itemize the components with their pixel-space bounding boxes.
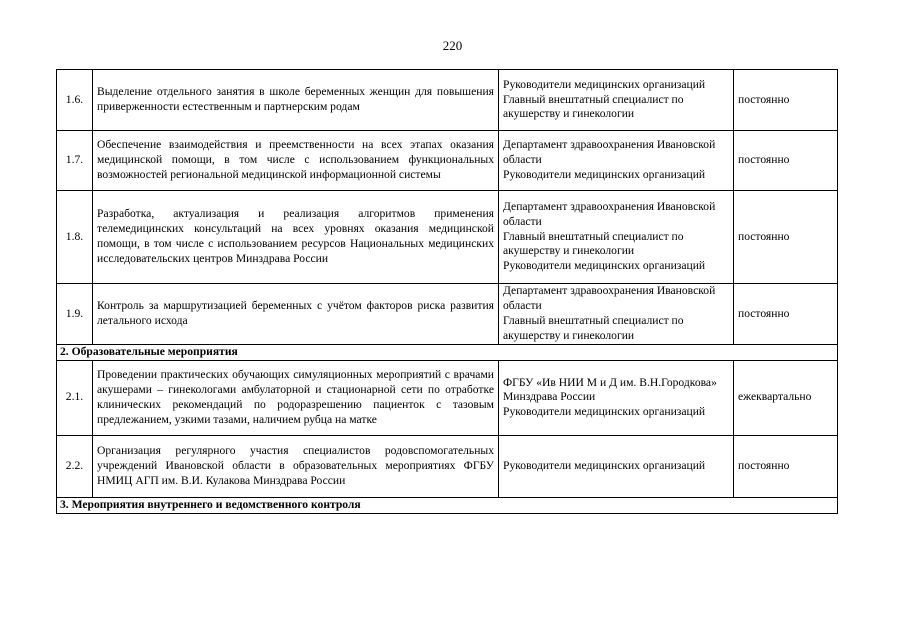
responsible-entry: Департамент здравоохранения Ивановской области	[503, 284, 716, 313]
section-title: 2. Образовательные мероприятия	[57, 345, 838, 361]
event-text: Обеспечение взаимодействия и преемственности на всех этапах оказания медицинской помощи, в том числе с использованием функциональных возможностей региональной медицинской информационной системы	[93, 131, 499, 191]
responsible-cell	[499, 435, 734, 497]
table-row	[57, 70, 838, 131]
term-cell: постоянно	[734, 435, 838, 497]
responsible-entry: Департамент здравоохранения Ивановской области	[503, 138, 716, 167]
responsible-entry: Руководители медицинских организаций	[503, 77, 706, 91]
section-header-row	[57, 497, 838, 513]
table-row	[57, 191, 838, 284]
responsible-entry: Главный внештатный специалист по акушерству и гинекологии	[503, 92, 684, 121]
event-text: Разработка, актуализация и реализация алгоритмов применения телемедицинских консультаций на всех уровнях оказания медицинской помощи, в том числе с использованием ресурсов Национальных медицинских исследовательских центров Минздрава России	[93, 191, 499, 284]
event-text: Проведении практических обучающих симуляционных мероприятий с врачами акушерами – гинекологами амбулаторной и стационарной сети по отработке клинических рекомендаций по родоразрешению пациенток с тазовым предлежанием, узкими тазами, наличием рубца на матке	[93, 360, 499, 435]
term-cell: постоянно	[734, 284, 838, 345]
row-number: 1.9.	[57, 284, 93, 345]
term-cell: постоянно	[734, 191, 838, 284]
row-number: 1.8.	[57, 191, 93, 284]
responsible-entry: Главный внештатный специалист по акушерству и гинекологии	[503, 229, 684, 258]
responsible-entry: Руководители медицинских организаций	[503, 458, 706, 472]
responsible-cell	[499, 70, 734, 131]
responsible-entry: Руководители медицинских организаций	[503, 259, 706, 273]
table-row	[57, 131, 838, 191]
row-number: 2.1.	[57, 360, 93, 435]
event-text: Организация регулярного участия специалистов родовспомогательных учреждений Ивановской области в образовательных мероприятиях ФГБУ НМИЦ АГП им. В.И. Кулакова Минздрава России	[93, 435, 499, 497]
event-text: Контроль за маршрутизацией беременных с учётом факторов риска развития летального исхода	[93, 284, 499, 345]
activities-table	[56, 69, 838, 514]
section-title: 3. Мероприятия внутреннего и ведомственного контроля	[57, 497, 838, 513]
responsible-cell	[499, 284, 734, 345]
responsible-entry: Главный внештатный специалист по акушерству и гинекологии	[503, 314, 684, 342]
term-cell: постоянно	[734, 70, 838, 131]
row-number: 1.7.	[57, 131, 93, 191]
table-row	[57, 360, 838, 435]
term-cell: ежеквартально	[734, 360, 838, 435]
row-number: 1.6.	[57, 70, 93, 131]
page-number: 220	[442, 38, 463, 53]
responsible-entry: Руководители медицинских организаций	[503, 405, 706, 419]
event-text: Выделение отдельного занятия в школе беременных женщин для повышения приверженности естественным и партнерским родам	[93, 70, 499, 131]
responsible-entry: Руководители медицинских организаций	[503, 167, 706, 181]
row-number: 2.2.	[57, 435, 93, 497]
section-header-row	[57, 345, 838, 361]
responsible-entry: Департамент здравоохранения Ивановской области	[503, 200, 716, 228]
responsible-cell	[499, 191, 734, 284]
responsible-entry: ФГБУ «Ив НИИ М и Д им. В.Н.Городкова» Минздрава России	[503, 375, 717, 404]
responsible-cell	[499, 131, 734, 191]
table-row	[57, 435, 838, 497]
term-cell: постоянно	[734, 131, 838, 191]
table-row	[57, 284, 838, 345]
responsible-cell	[499, 360, 734, 435]
